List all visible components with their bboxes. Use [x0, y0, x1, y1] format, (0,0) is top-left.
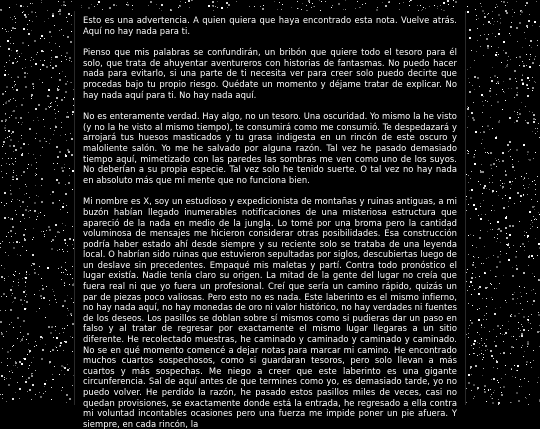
note-paragraph-4: Mi nombre es X, soy un estudioso y expedicionista de montañas y ruinas antiguas, a mi buzón habían llegado inumerables notificaciones de una misteriosa estructura que apareció de la nada en medio de la jungla. Lo tomé por una broma pero la cantidad voluminosa de mensajes me hicieron considerar otras posibilidades. Esa construcción podría haber estado ahí desde siempre y su reciente solo se trataba de una leyenda local. O habrían sido ruinas que estuvieron sepultadas por siglos, descubiertas luego de un deslave sin precedentes. Empaqué mis maletas y partí. Contra todo pronóstico el lugar existía. Nadie tenía claro su origen. La mitad de la gente del lugar no creía que fuera real ni que yo fuera un profesional. Creí que sería un camino rápido, quizás un par de piezas poco valiosas. Pero esto no es nada. Este laberinto es el mismo infierno, no hay nada aquí, no hay monedas de oro ni valor histórico, no hay verdades ni fuentes de los deseos. Los pasillos se doblan sobre sí mismos como si pudieras dar un paso en falso y al tratar de regresar por exactamente el mismo lugar llegaras a un sitio diferente. He recolectado muestras, he caminado y caminado y caminado y caminado. No se en qué momento comencé a dejar notas para marcar mi camino. He encontrado muchos cuartos sospechosos, como si guardaran tesoros, pero solo llevan a más cuartos y más sospechas. Me niego a creer que este laberinto es una gigante circunferencia. Sal de aquí antes de que termines como yo, es demasiado tarde, yo no puedo volver. He perdido la razón, he pasado estos pasillos miles de veces, casi no quedan provisiones, se exactamente donde está la entrada, he regresado a ella contra mi voluntad incontables ocasiones pero una fuerza me impide poner un pie afuera. Y siempre, en cada rincón, la	[83, 196, 457, 429]
note-paragraph-2: Pienso que mis palabras se confundirán, un bribón que quiere todo el tesoro para él solo, que trata de ahuyentar aventureros con historias de fantasmas. No puedo hacer nada para evitarlo, si una parte de ti necesita ver para creer solo puedo decirte que procedas bajo tu propio riesgo. Quédate un momento y déjame tratar de explicar. No hay nada aquí para ti. No hay nada aquí.	[83, 47, 457, 100]
note-paragraph-3: No es enteramente verdad. Hay algo, no un tesoro. Una oscuridad. Yo mismo la he visto (y no la he visto al mismo tiempo), te consumirá como me consumió. Te despedazará y arrojará tus huesos masticados y tu grasa indigesta en un rincón de este oscuro y maloliente salón. Yo me he salvado por alguna razón. Tal vez he pasado demasiado tiempo aquí, mimetizado con las paredes las sombras me ven como uno de los suyos. No deberían a su propia especie. Tal vez solo he tenido suerte. O tal vez no hay nada en absoluto más que mi mente que no funciona bien.	[83, 111, 457, 185]
warning-note	[74, 11, 466, 429]
note-paragraph-1: Esto es una advertencia. A quien quiera que haya encontrado esta nota. Vuelve atrás. Aquí no hay nada para ti.	[83, 15, 457, 36]
